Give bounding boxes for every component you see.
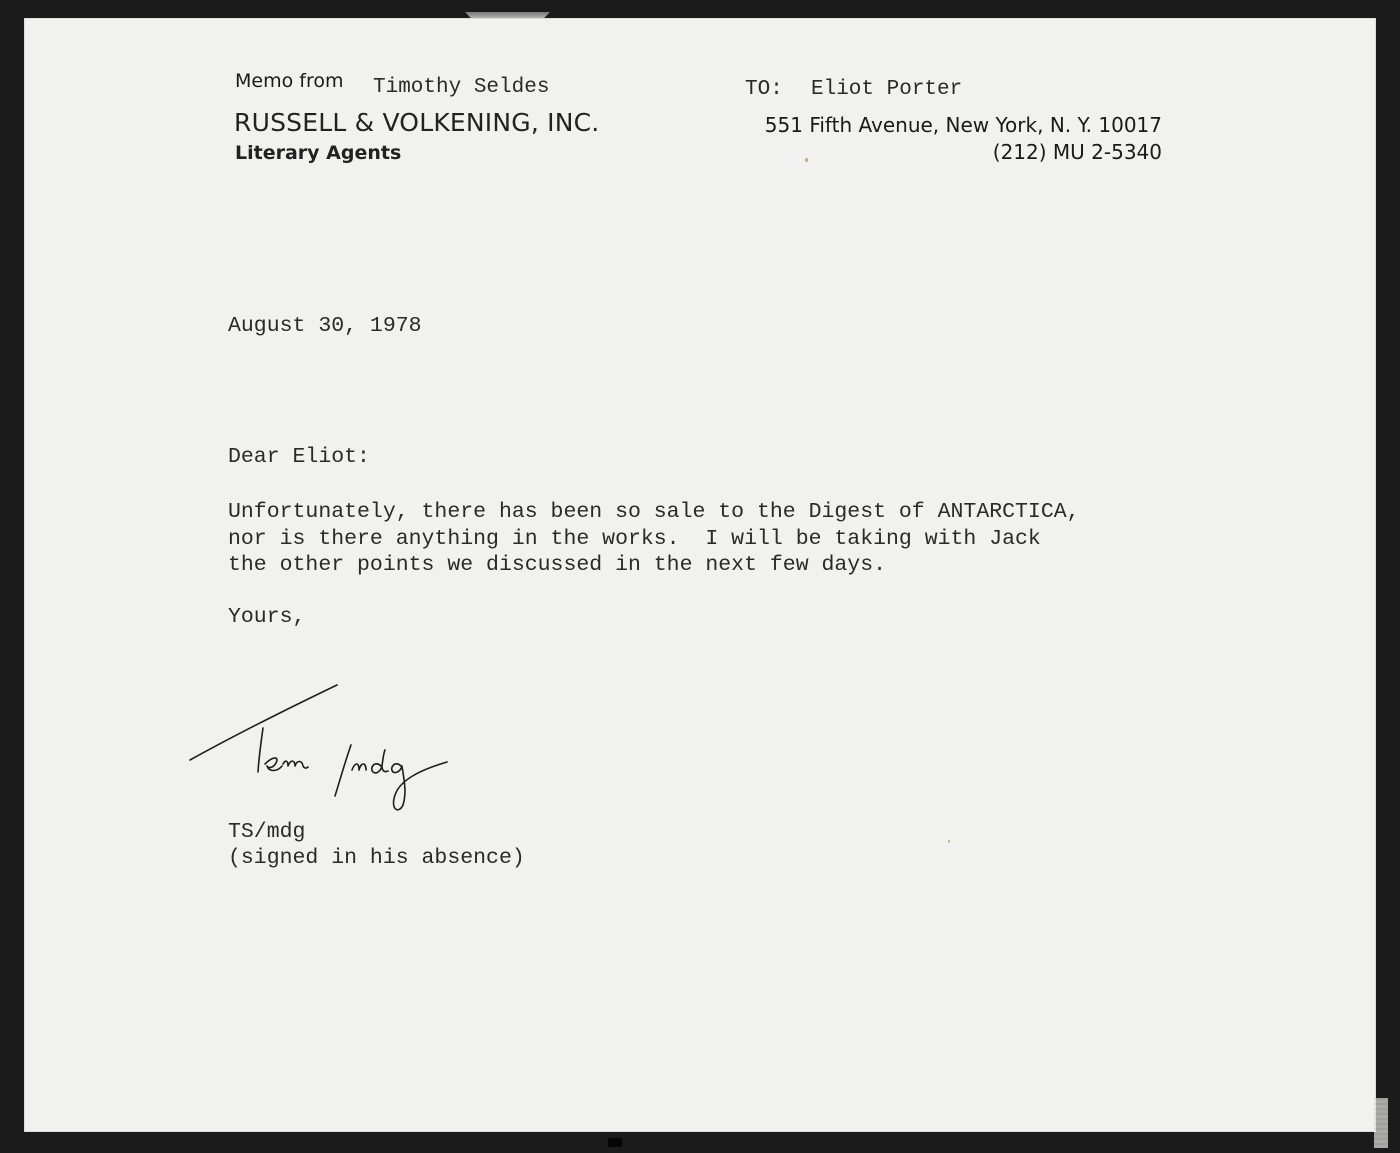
- typist-initials: TS/mdg: [228, 820, 306, 844]
- memo-from-label: Memo from: [235, 70, 344, 92]
- signature-note: (signed in his absence): [228, 846, 525, 870]
- company-subtitle: Literary Agents: [235, 142, 402, 164]
- letter-body: Unfortunately, there has been so sale to the Digest of ANTARCTICA, nor is there anything in the works. I will be taking with Jack the other points we discussed in the next few days.: [228, 500, 1080, 577]
- salutation: Dear Eliot:: [228, 445, 370, 469]
- paper-speck: [948, 840, 950, 843]
- handwritten-signature: [185, 680, 475, 820]
- recipient-name: Eliot Porter: [811, 78, 963, 101]
- paper-edge-mark: [1374, 1098, 1388, 1148]
- closing: Yours,: [228, 605, 306, 629]
- company-phone: (212) MU 2-5340: [992, 140, 1162, 164]
- paper-speck: [805, 158, 808, 162]
- company-name: RUSSELL & VOLKENING, INC.: [234, 108, 600, 137]
- to-label: TO:: [745, 78, 783, 101]
- scan-artifact: [608, 1138, 622, 1147]
- letter-date: August 30, 1978: [228, 314, 422, 338]
- company-address: 551 Fifth Avenue, New York, N. Y. 10017: [764, 113, 1162, 137]
- from-name: Timothy Seldes: [373, 76, 550, 99]
